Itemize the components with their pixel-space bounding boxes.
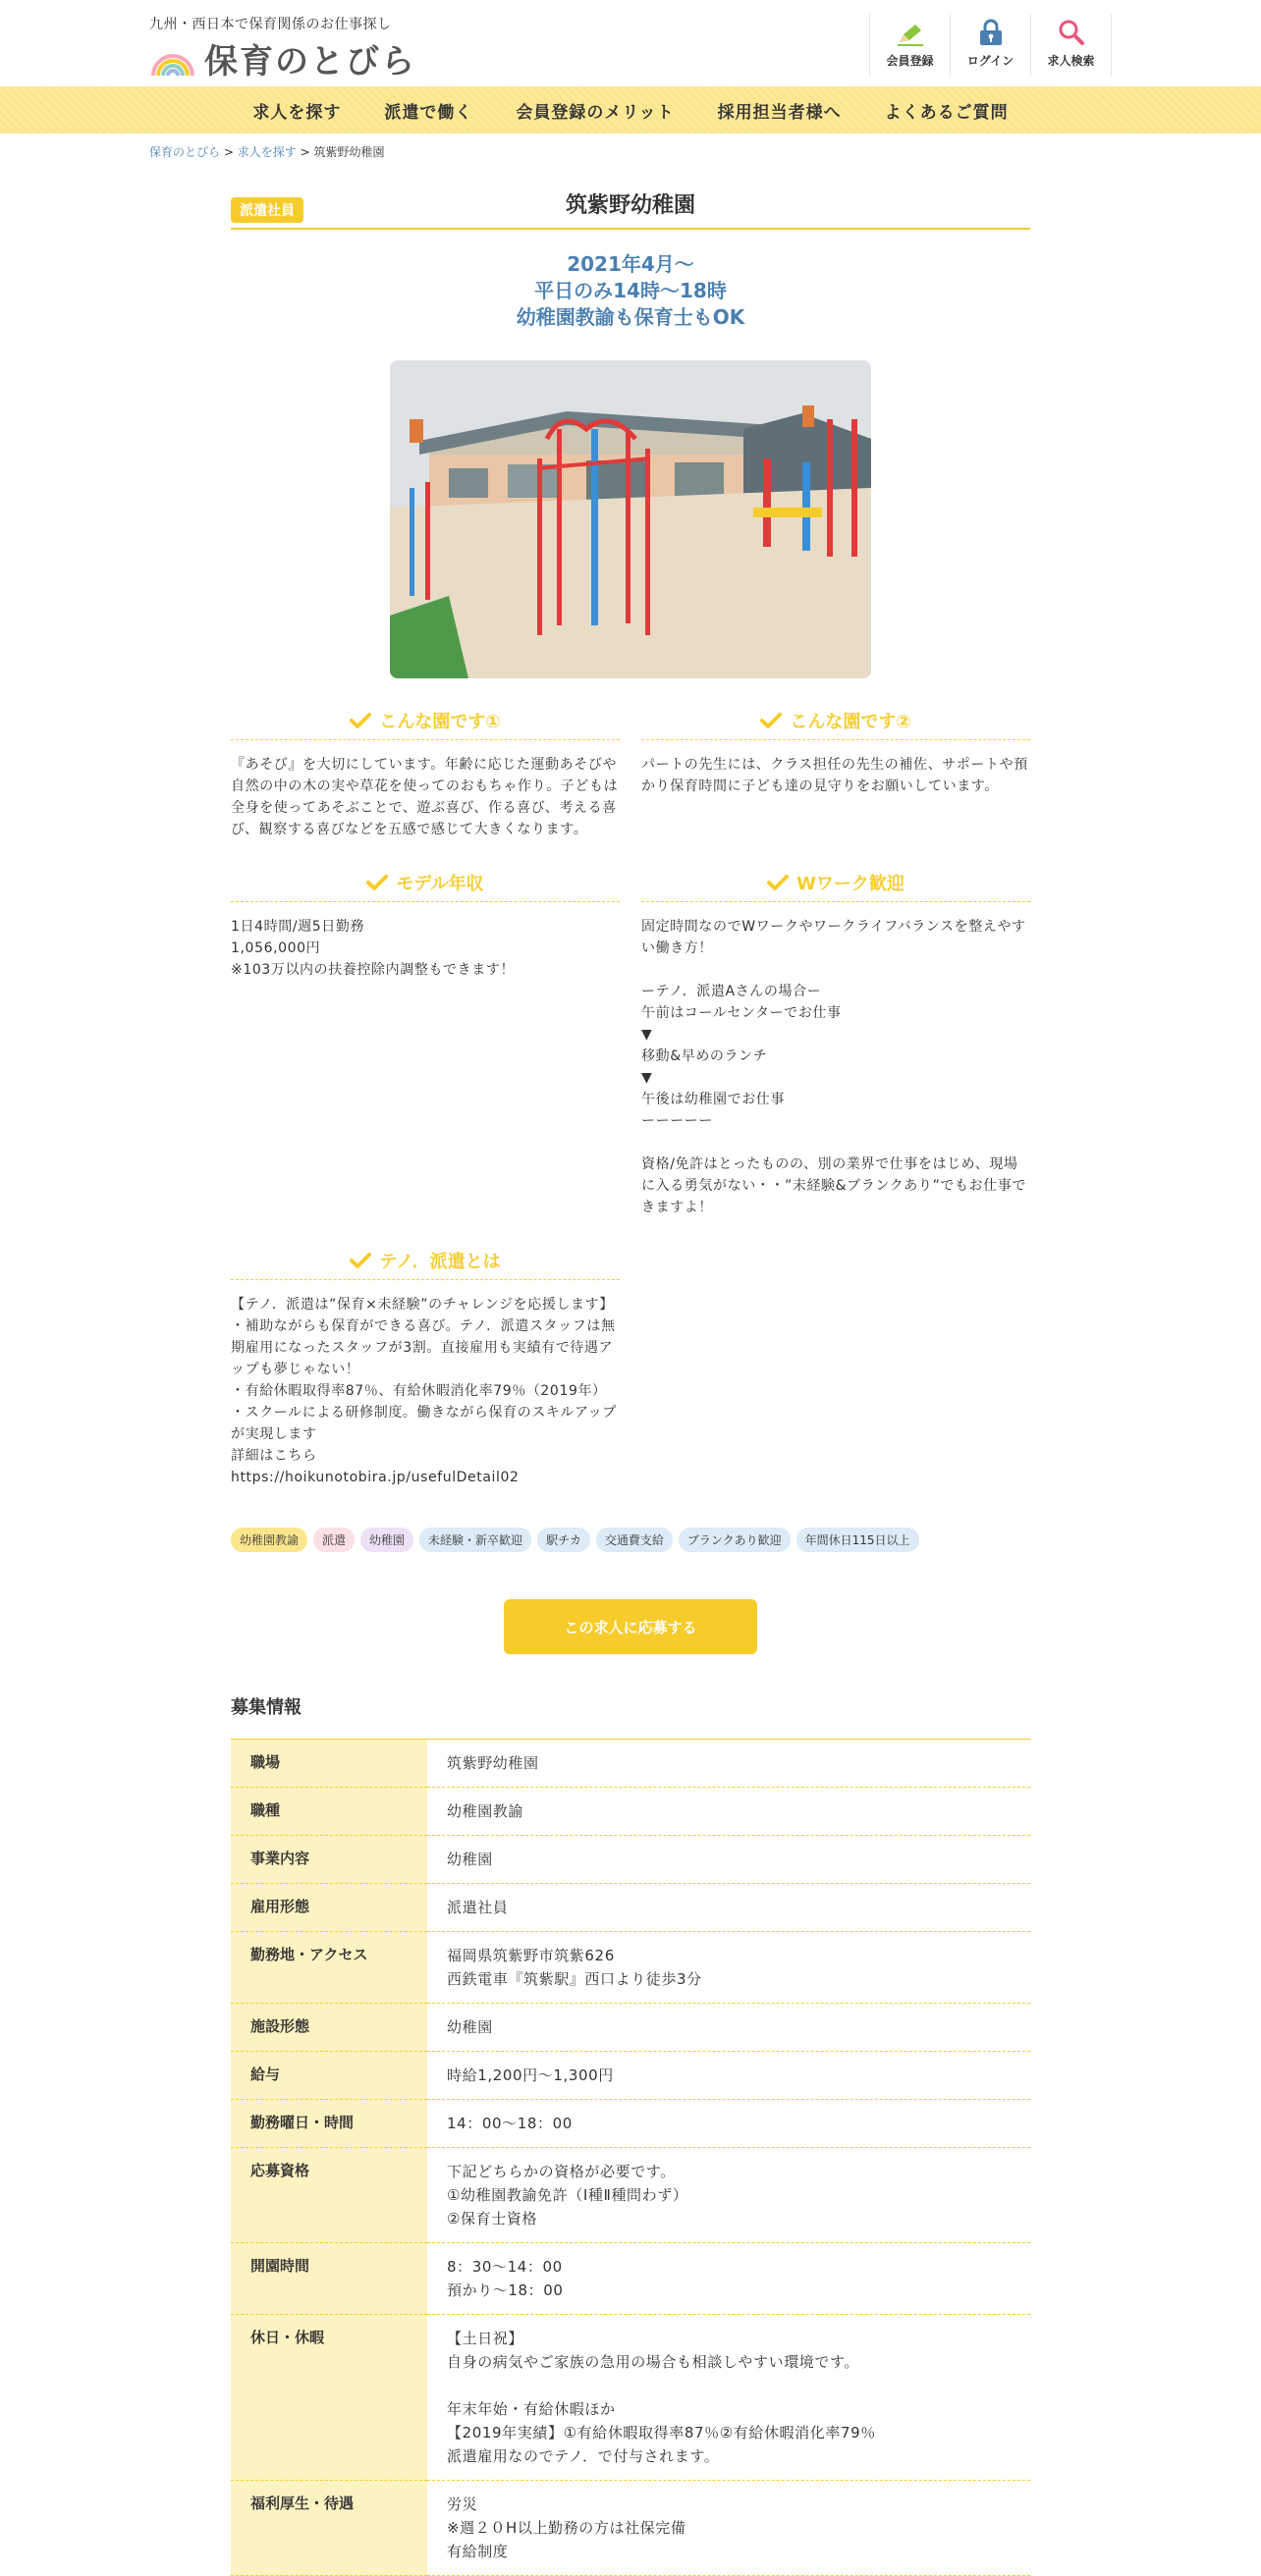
check-icon (760, 712, 782, 729)
pencil-icon (896, 21, 925, 46)
row-value: 福岡県筑紫野市筑紫626 西鉄電車『筑紫駅』西口より徒歩3分 (427, 1932, 1030, 2004)
recruitment-info-title: 募集情報 (231, 1697, 302, 1718)
breadcrumb-separator: > (300, 145, 310, 159)
empty-column (641, 1218, 1030, 1488)
section-body: 1日4時間/週5日勤務 1,056,000円 ※103万以内の扶養控除内調整もできます！ (231, 919, 516, 978)
row-label: 施設形態 (231, 2004, 427, 2052)
register-label: 会員登録 (886, 54, 934, 68)
row-label: 応募資格 (231, 2148, 427, 2243)
recruitment-info-table (231, 1739, 1030, 2576)
section-heading (641, 708, 1030, 740)
table-row (231, 2315, 1030, 2481)
feature-row (231, 840, 1030, 1218)
row-value: 筑紫野幼稚園 (427, 1740, 1030, 1788)
register-link[interactable] (870, 14, 951, 77)
row-label: 職種 (231, 1788, 427, 1836)
row-value: 時給1,200円～1,300円 (427, 2052, 1030, 2100)
section-body: 『あそび』を大切にしています。年齢に応じた運動あそびや自然の中の木の実や草花を使ってのおもちゃ作り。子どもは全身を使ってあそぶことで、遊ぶ喜び、作る喜び、考える喜び、観察する喜びなどを五感で感じて大きくなります。 (231, 757, 619, 837)
table-row (231, 2481, 1030, 2576)
nav-find-jobs[interactable]: 求人を探す (252, 102, 342, 123)
section-heading (231, 708, 620, 740)
tag[interactable]: 幼稚園 (360, 1528, 413, 1552)
job-detail (231, 192, 1030, 2576)
feature-row (231, 1218, 1030, 1488)
tag[interactable]: 交通費支給 (596, 1528, 673, 1552)
row-label: 勤務曜日・時間 (231, 2100, 427, 2148)
row-label: 休日・休暇 (231, 2315, 427, 2481)
row-label: 勤務地・アクセス (231, 1932, 427, 2004)
job-tags (231, 1528, 1030, 1552)
section-body: パートの先生には、クラス担任の先生の補佐、サポートや預かり保育時間に子ども達の見守りをお願いしています。 (641, 757, 1028, 794)
breadcrumb-separator: > (223, 145, 234, 159)
breadcrumb-home[interactable]: 保育のとびら (149, 145, 221, 159)
row-value: 幼稚園 (427, 2004, 1030, 2052)
tag[interactable]: 未経験・新卒歓迎 (419, 1528, 531, 1552)
table-row (231, 1836, 1030, 1884)
section-title: こんな園です② (790, 712, 911, 732)
model-income-section (231, 840, 620, 1218)
nav-for-recruiters[interactable]: 採用担当者様へ (717, 102, 842, 123)
catch-line: 2021年4月～ (567, 252, 694, 276)
row-value: 8：30～14：00 預かり～18：00 (427, 2243, 1030, 2315)
feature-section-1 (231, 678, 620, 840)
feature-section-2 (641, 678, 1030, 840)
table-row (231, 2004, 1030, 2052)
check-icon (366, 874, 388, 891)
site-tagline: 九州・西日本で保育関係のお仕事探し (149, 17, 392, 32)
double-work-section (641, 840, 1030, 1218)
table-row (231, 1740, 1030, 1788)
job-catchphrase (231, 251, 1030, 331)
table-row (231, 1788, 1030, 1836)
login-link[interactable] (951, 14, 1031, 77)
nav-member-benefits[interactable]: 会員登録のメリット (516, 102, 675, 123)
apply-button[interactable]: この求人に応募する (504, 1599, 757, 1654)
feature-row (231, 678, 1030, 840)
row-label: 事業内容 (231, 1836, 427, 1884)
table-row (231, 2148, 1030, 2243)
tag[interactable]: 駅チカ (537, 1528, 590, 1552)
login-label: ログイン (966, 54, 1014, 68)
row-label: 職場 (231, 1740, 427, 1788)
section-body: 固定時間なのでWワークやワークライフバランスを整えやすい働き方！ ーテノ．派遣Aさんの場合ー 午前はコールセンターでお仕事 ▼ 移動&早めのランチ ▼ 午後は幼稚園でお仕事 ーーーーー 資格/免許はとったものの、別の業界で仕事をはじめ、現場に入る勇気がない・・”未経験&ブランクあり”でもお仕事できますよ！ (641, 919, 1026, 1215)
tag[interactable]: 年間休日115日以上 (796, 1528, 919, 1552)
section-title: モデル年収 (396, 874, 484, 894)
row-label: 雇用形態 (231, 1884, 427, 1932)
section-title: Wワーク歓迎 (796, 874, 905, 894)
catch-line: 幼稚園教諭も保育士もOK (516, 305, 745, 329)
row-value: 下記どちらかの資格が必要です。 ①幼稚園教諭免許（Ⅰ種Ⅱ種問わず） ②保育士資格 (427, 2148, 1030, 2243)
row-value: 【土日祝】 自身の病気やご家族の急用の場合も相談しやすい環境です。 年末年始・有給休暇ほか 【2019年実績】①有給休暇取得率87％②有給休暇消化率79％ 派遣雇用なのでテノ．で付与されます。 (427, 2315, 1030, 2481)
nav-faq[interactable]: よくあるご質問 (884, 102, 1009, 123)
job-search-label: 求人検索 (1047, 54, 1095, 68)
kindergarten-photo (390, 360, 871, 678)
catch-line: 平日のみ14時～18時 (534, 279, 727, 302)
section-title: こんな園です① (379, 712, 501, 732)
row-value: 幼稚園教諭 (427, 1788, 1030, 1836)
teno-dispatch-section (231, 1218, 620, 1488)
table-row (231, 2100, 1030, 2148)
section-body: 【テノ．派遣は”保育×未経験”のチャレンジを応援します】 ・補助ながらも保育ができる喜び。テノ．派遣スタッフは無期雇用になったスタッフが3割。直接雇用も実績有で待遇アップも夢じゃない！ ・有給休暇取得率87％、有給休暇消化率79％（2019年） ・スクールによる研修制度。働きながら保育のスキルアップが実現します 詳細はこちら https://hoikunotobira.jp/usefulDetail02 (231, 1297, 617, 1485)
breadcrumb (149, 143, 384, 160)
rainbow-logo-icon (149, 38, 198, 78)
tag[interactable]: 幼稚園教諭 (231, 1528, 307, 1552)
employment-type-badge: 派遣社員 (231, 197, 303, 223)
job-title: 筑紫野幼稚園 (565, 193, 695, 218)
breadcrumb-search[interactable]: 求人を探す (237, 145, 297, 159)
global-nav (0, 86, 1261, 134)
nav-dispatch-work[interactable]: 派遣で働く (384, 102, 473, 123)
logo-text: 保育のとびら (204, 41, 416, 81)
job-title-row (231, 192, 1030, 230)
row-label: 開園時間 (231, 2243, 427, 2315)
row-value: 幼稚園 (427, 1836, 1030, 1884)
check-icon (350, 712, 371, 729)
row-value: 労災 ※週２０H以上勤務の方は社保完備 有給制度 (427, 2481, 1030, 2576)
tag[interactable]: ブランクあり歓迎 (679, 1528, 791, 1552)
table-row (231, 1932, 1030, 2004)
table-row (231, 2052, 1030, 2100)
header-icon-links (869, 14, 1112, 77)
row-label: 給与 (231, 2052, 427, 2100)
breadcrumb-current: 筑紫野幼稚園 (313, 145, 385, 159)
section-heading (641, 870, 1030, 902)
check-icon (350, 1252, 371, 1269)
check-icon (767, 874, 789, 891)
tag[interactable]: 派遣 (313, 1528, 355, 1552)
table-row (231, 2243, 1030, 2315)
search-icon (1057, 19, 1086, 46)
section-heading (231, 1248, 620, 1280)
lock-icon (976, 19, 1006, 46)
table-row (231, 1884, 1030, 1932)
row-label: 福利厚生・待遇 (231, 2481, 427, 2576)
row-value: 14：00～18：00 (427, 2100, 1030, 2148)
row-value: 派遣社員 (427, 1884, 1030, 1932)
job-search-link[interactable] (1031, 14, 1112, 77)
site-logo[interactable] (149, 37, 416, 79)
section-title: テノ．派遣とは (379, 1252, 501, 1272)
site-header (0, 0, 1261, 86)
section-heading (231, 870, 620, 902)
